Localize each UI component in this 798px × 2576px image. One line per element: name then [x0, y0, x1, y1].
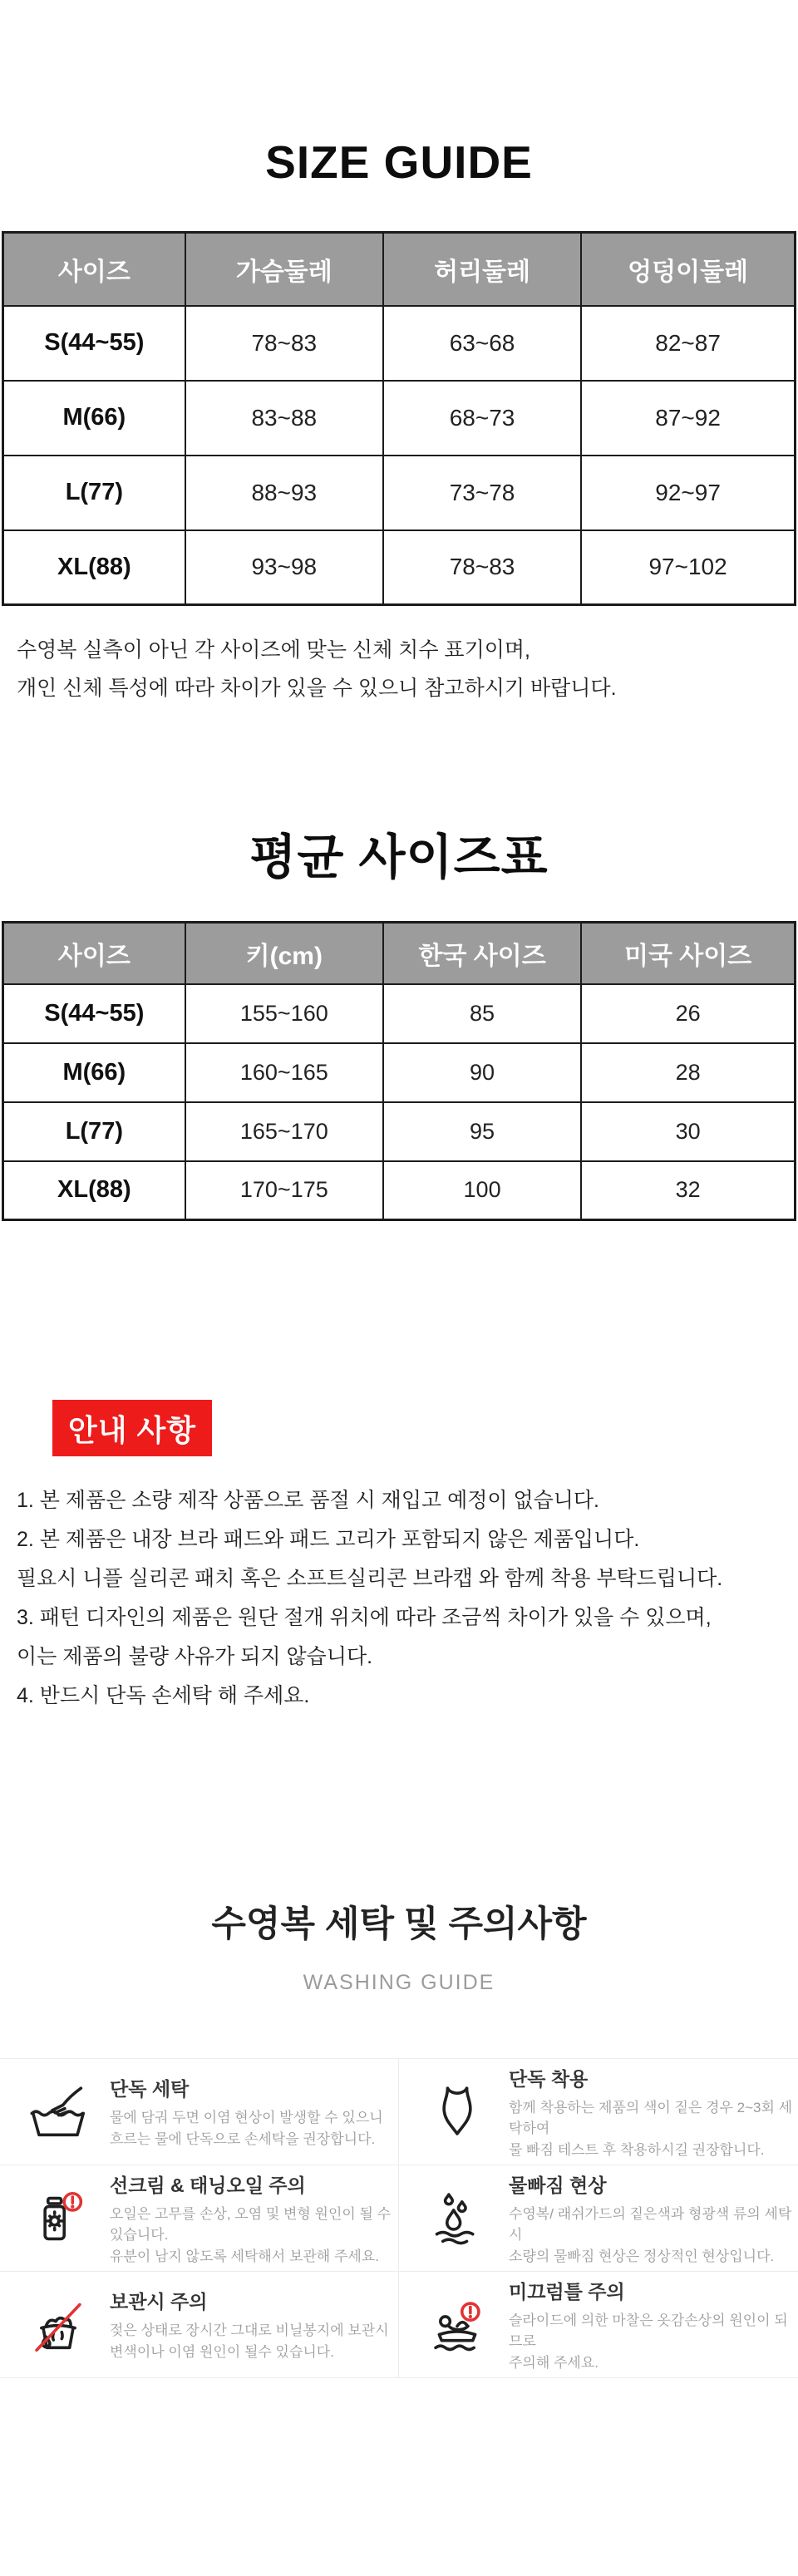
cell-hip: 97~102 — [581, 530, 795, 605]
washing-item-title: 물빠짐 현상 — [509, 2174, 607, 2196]
cell-height: 160~165 — [185, 1043, 383, 1102]
washing-item-title: 보관시 주의 — [110, 2291, 208, 2313]
washing-item-desc — [509, 2097, 798, 2161]
cell-bust: 78~83 — [185, 306, 383, 381]
cell-height: 155~160 — [185, 984, 383, 1043]
table-row — [3, 1043, 796, 1102]
table-row — [3, 984, 796, 1043]
cell-kr-size: 100 — [383, 1161, 581, 1220]
washing-item-sunscreen — [0, 2165, 399, 2272]
swimsuit-icon — [427, 2082, 487, 2142]
sunscreen-warning-icon — [28, 2189, 88, 2248]
average-size-title: 평균 사이즈표 — [249, 830, 549, 884]
desc-line1: 오일은 고무를 손상, 오염 및 변형 원인이 될 수 있습니다. — [110, 2205, 392, 2244]
table-header-row — [3, 923, 796, 984]
cell-hip: 82~87 — [581, 306, 795, 381]
washing-item-title: 미끄럼틀 주의 — [509, 2280, 625, 2303]
slide-warning-icon — [427, 2295, 487, 2355]
washing-item-hand-wash — [0, 2059, 399, 2165]
desc-line1: 함께 착용하는 제품의 색이 짙은 경우 2~3회 세탁하여 — [509, 2099, 793, 2137]
notice-badge: 안내 사항 — [52, 1400, 212, 1456]
notice-list — [17, 1481, 798, 1716]
size-guide-table — [2, 231, 796, 606]
size-guide-title: SIZE GUIDE — [265, 136, 533, 188]
table-row — [3, 381, 796, 456]
washing-item-desc — [509, 2204, 798, 2268]
notice-line: 2. 본 제품은 내장 브라 패드와 패드 고리가 포함되지 않은 제품입니다. — [17, 1528, 640, 1551]
cell-size: XL(88) — [3, 1161, 185, 1220]
table-row — [3, 306, 796, 381]
desc-line2: 물 빠짐 테스트 후 착용하시길 권장합니다. — [509, 2141, 765, 2158]
table-row — [3, 456, 796, 530]
cell-us-size: 28 — [581, 1043, 795, 1102]
cell-kr-size: 90 — [383, 1043, 581, 1102]
table-row — [3, 1102, 796, 1161]
desc-line1: 수영복/ 래쉬가드의 짙은색과 형광색 류의 세탁시 — [509, 2205, 792, 2244]
cell-size: XL(88) — [3, 530, 185, 605]
washing-item-title: 선크림 & 태닝오일 주의 — [110, 2174, 306, 2196]
header-size: 사이즈 — [3, 923, 185, 984]
size-note — [17, 631, 798, 707]
header-waist: 허리둘레 — [383, 233, 581, 306]
washing-item-desc — [110, 2204, 398, 2268]
size-note-line1: 수영복 실측이 아닌 각 사이즈에 맞는 신체 치수 표기이며, — [17, 638, 530, 662]
cell-size: M(66) — [3, 1043, 185, 1102]
washing-item-title: 단독 착용 — [509, 2067, 589, 2090]
header-bust: 가슴둘레 — [185, 233, 383, 306]
cell-height: 165~170 — [185, 1102, 383, 1161]
desc-line2: 소량의 물빠짐 현상은 정상적인 현상입니다. — [509, 2248, 775, 2264]
color-bleed-icon — [427, 2189, 487, 2248]
table-row — [3, 530, 796, 605]
cell-us-size: 26 — [581, 984, 795, 1043]
desc-line1: 젖은 상태로 장시간 그대로 비닐봉지에 보관시 — [110, 2322, 389, 2339]
notice-line: 이는 제품의 불량 사유가 되지 않습니다. — [17, 1645, 373, 1668]
cell-us-size: 32 — [581, 1161, 795, 1220]
cell-bust: 83~88 — [185, 381, 383, 456]
desc-line1: 슬라이드에 의한 마찰은 옷감손상의 원인이 되므로 — [509, 2312, 788, 2350]
notice-line: 1. 본 제품은 소량 제작 상품으로 품절 시 재입고 예정이 없습니다. — [17, 1489, 600, 1512]
washing-item-desc — [509, 2310, 798, 2374]
header-height: 키(cm) — [185, 923, 383, 984]
notice-line: 3. 패턴 디자인의 제품은 원단 절개 위치에 따라 조금씩 차이가 있을 수 있으며, — [17, 1606, 712, 1629]
washing-item-slide — [399, 2272, 798, 2378]
table-header-row — [3, 233, 796, 306]
cell-kr-size: 85 — [383, 984, 581, 1043]
cell-height: 170~175 — [185, 1161, 383, 1220]
cell-bust: 93~98 — [185, 530, 383, 605]
cell-us-size: 30 — [581, 1102, 795, 1161]
cell-size: S(44~55) — [3, 984, 185, 1043]
header-hip: 엉덩이둘레 — [581, 233, 795, 306]
cell-bust: 88~93 — [185, 456, 383, 530]
table-row — [3, 1161, 796, 1220]
desc-line2: 주의해 주세요. — [509, 2354, 598, 2371]
average-size-table — [2, 921, 796, 1221]
cell-waist: 68~73 — [383, 381, 581, 456]
washing-item-wear-alone — [399, 2059, 798, 2165]
notice-line: 필요시 니플 실리콘 패치 혹은 소프트실리콘 브라캡 와 함께 착용 부탁드립니다. — [17, 1567, 723, 1590]
desc-line1: 물에 담궈 두면 이염 현상이 발생할 수 있으니 — [110, 2110, 383, 2126]
cell-size: L(77) — [3, 1102, 185, 1161]
washing-guide-grid — [0, 2058, 798, 2378]
cell-waist: 63~68 — [383, 306, 581, 381]
washing-guide-subtitle: WASHING GUIDE — [303, 1971, 495, 1995]
washing-item-desc — [110, 2107, 383, 2150]
desc-line2: 유분이 남지 않도록 세탁해서 보관해 주세요. — [110, 2248, 379, 2264]
notice-line: 4. 반드시 단독 손세탁 해 주세요. — [17, 1684, 310, 1707]
size-note-line2: 개인 신체 특성에 따라 차이가 있을 수 있으니 참고하시기 바랍니다. — [17, 677, 617, 700]
cell-size: S(44~55) — [3, 306, 185, 381]
cell-waist: 73~78 — [383, 456, 581, 530]
desc-line2: 흐르는 물에 단독으로 손세탁을 권장합니다. — [110, 2130, 376, 2147]
washing-item-title: 단독 세탁 — [110, 2078, 190, 2101]
desc-line2: 변색이나 이염 원인이 될수 있습니다. — [110, 2343, 334, 2360]
cell-size: L(77) — [3, 456, 185, 530]
cell-hip: 92~97 — [581, 456, 795, 530]
hand-wash-icon — [28, 2082, 88, 2142]
washing-item-color-bleed — [399, 2165, 798, 2272]
washing-item-storage — [0, 2272, 399, 2378]
washing-guide-title: 수영복 세탁 및 주의사항 — [211, 1904, 587, 1944]
cell-waist: 78~83 — [383, 530, 581, 605]
header-kr-size: 한국 사이즈 — [383, 923, 581, 984]
header-us-size: 미국 사이즈 — [581, 923, 795, 984]
header-size: 사이즈 — [3, 233, 185, 306]
washing-item-desc — [110, 2320, 389, 2362]
cell-hip: 87~92 — [581, 381, 795, 456]
cell-size: M(66) — [3, 381, 185, 456]
no-wet-storage-icon — [28, 2295, 88, 2355]
cell-kr-size: 95 — [383, 1102, 581, 1161]
